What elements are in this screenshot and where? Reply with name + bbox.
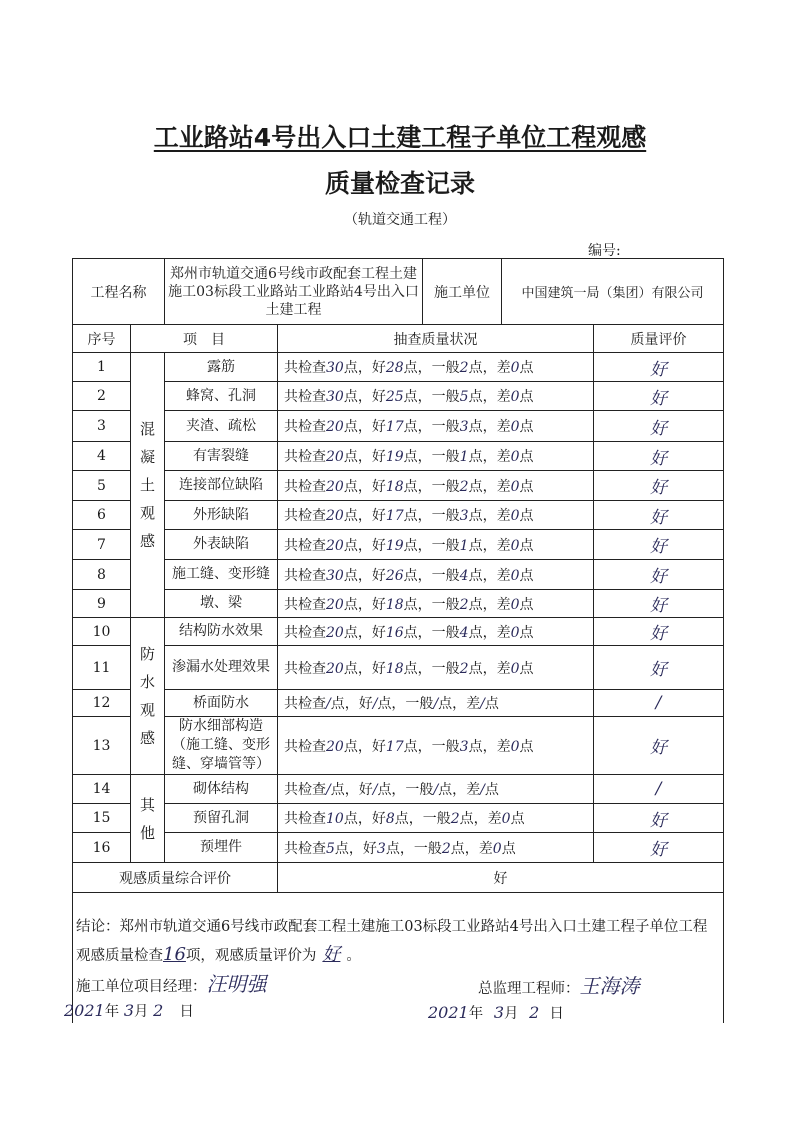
status-label-poor: 点，差 (468, 478, 511, 495)
inspection-status (278, 804, 594, 833)
status-label-end: 点 (519, 360, 534, 376)
table-row (73, 442, 724, 471)
contractor-date-year: 2021 (64, 1001, 105, 1020)
project-name-value: 郑州市轨道交通6号线市政配套工程土建施工03标段工业路站工业路站4号出入口土建工程 (165, 259, 423, 325)
status-label-fair: 点，一般 (403, 567, 460, 584)
status-label-total: 共检查 (284, 567, 326, 584)
contractor-signature-line (76, 968, 267, 997)
status-label-total: 共检查 (284, 508, 326, 524)
count-poor: 0 (510, 660, 520, 677)
table-row (73, 690, 724, 717)
table-row (73, 717, 724, 775)
row-number: 14 (73, 775, 131, 804)
item-name: 连接部位缺陷 (165, 471, 278, 501)
status-label-poor: 点，差 (468, 660, 511, 677)
status-label-good: 点，好 (343, 508, 386, 524)
category-other (131, 775, 165, 863)
eval-mark: 好 (650, 810, 668, 831)
status-label-poor: 点，差 (468, 537, 511, 554)
status-label-good: 点，好 (343, 478, 386, 495)
quality-eval (594, 804, 724, 833)
count-fair: / (433, 782, 439, 798)
row-number: 8 (73, 560, 131, 590)
table-row (73, 775, 724, 804)
count-fair: 1 (459, 537, 469, 554)
page-subtitle: （轨道交通工程） (344, 212, 456, 228)
contractor-signature: 汪明强 (206, 972, 267, 996)
status-label-good: 点，好 (330, 696, 373, 712)
count-good: / (372, 696, 378, 712)
count-total: / (326, 696, 331, 712)
status-label-total: 共检查 (284, 419, 326, 435)
count-poor: / (480, 782, 485, 798)
status-label-poor: 点，差 (468, 508, 511, 524)
conclusion-count: 16 (163, 944, 186, 965)
inspection-status (278, 501, 594, 530)
status-label-fair: 点，一般 (377, 696, 434, 712)
inspection-status (278, 590, 594, 618)
status-label-good: 点，好 (343, 449, 386, 465)
status-label-end: 点 (519, 449, 534, 465)
status-label-end: 点 (519, 567, 534, 584)
table-row (73, 501, 724, 530)
status-label-fair: 点，一般 (403, 624, 460, 641)
status-label-poor: 点，差 (438, 782, 481, 798)
category-label: 防水观感 (139, 645, 155, 747)
row-number: 4 (73, 442, 131, 471)
table-row (73, 804, 724, 833)
count-good: 8 (385, 811, 395, 827)
quality-eval (594, 382, 724, 411)
count-fair: 4 (459, 624, 469, 641)
count-fair: 2 (450, 811, 460, 827)
supervisor-date-month: 3 (493, 1003, 505, 1022)
eval-mark: / (655, 693, 662, 713)
row-number: 9 (73, 590, 131, 618)
supervisor-date-year: 2021 (428, 1003, 469, 1022)
quality-eval (594, 471, 724, 501)
supervisor-label: 总监理工程师： (478, 981, 580, 997)
day-label: 日 (179, 1004, 194, 1020)
status-label-total: 共检查 (284, 811, 326, 827)
column-header-row (73, 325, 724, 353)
inspection-status (278, 442, 594, 471)
item-name: 露筋 (165, 353, 278, 382)
status-label-end: 点 (519, 596, 534, 613)
conclusion (76, 914, 721, 970)
inspection-status (278, 353, 594, 382)
inspection-status (278, 717, 594, 775)
status-label-good: 点，好 (343, 537, 386, 554)
count-good: 17 (385, 419, 404, 435)
status-label-total: 共检查 (284, 389, 326, 405)
status-label-fair: 点，一般 (403, 419, 460, 435)
item-name: 外形缺陷 (165, 501, 278, 530)
count-fair: 5 (459, 389, 469, 405)
count-poor: 0 (510, 596, 520, 613)
quality-eval (594, 717, 724, 775)
status-label-total: 共检查 (284, 696, 326, 712)
quality-eval (594, 353, 724, 382)
status-label-good: 点，好 (334, 840, 377, 857)
row-number: 7 (73, 530, 131, 560)
quality-eval (594, 560, 724, 590)
status-label-total: 共检查 (284, 537, 326, 554)
count-total: 5 (326, 840, 335, 857)
count-fair: 2 (441, 840, 451, 857)
count-poor: 0 (510, 624, 520, 641)
status-label-poor: 点，差 (468, 567, 511, 584)
page-title-line2: 质量检查记录 (324, 169, 475, 198)
eval-mark: 好 (650, 418, 668, 439)
status-label-fair: 点，一般 (403, 478, 460, 495)
status-label-total: 共检查 (284, 840, 326, 857)
status-label-fair: 点，一般 (403, 738, 460, 755)
status-label-total: 共检查 (284, 596, 326, 613)
count-total: 20 (326, 478, 344, 495)
eval-mark: 好 (650, 660, 668, 680)
count-good: 18 (385, 478, 404, 495)
count-good: 18 (385, 660, 404, 677)
col-header-item: 项 目 (131, 325, 278, 353)
count-total: / (326, 782, 331, 798)
status-label-total: 共检查 (284, 449, 326, 465)
construction-unit-label: 施工单位 (423, 259, 502, 325)
status-label-poor: 点，差 (468, 596, 511, 613)
table-row (73, 382, 724, 411)
table-row (73, 530, 724, 560)
year-label: 年 (104, 1004, 120, 1020)
item-name: 外表缺陷 (165, 530, 278, 560)
count-good: / (372, 782, 378, 798)
eval-mark: 好 (650, 624, 668, 644)
status-label-end: 点 (519, 508, 534, 524)
count-total: 20 (326, 537, 344, 554)
status-label-fair: 点，一般 (394, 811, 451, 827)
count-total: 20 (326, 419, 344, 435)
quality-eval (594, 411, 724, 442)
project-info-row (73, 259, 724, 325)
col-header-eval: 质量评价 (594, 325, 724, 353)
count-fair: 2 (459, 660, 469, 677)
item-name: 砌体结构 (165, 775, 278, 804)
inspection-table (72, 258, 724, 1023)
document-number-label: 编号: (588, 243, 621, 259)
status-label-good: 点，好 (343, 360, 386, 376)
table-row (73, 833, 724, 863)
contractor-date-day: 2 (153, 1001, 164, 1020)
count-good: 3 (376, 840, 386, 857)
count-poor: 0 (510, 419, 520, 435)
status-label-good: 点，好 (343, 624, 386, 641)
status-label-total: 共检查 (284, 738, 326, 755)
status-label-poor: 点，差 (450, 840, 493, 857)
status-label-end: 点 (519, 738, 534, 755)
count-poor: / (480, 696, 485, 712)
status-label-poor: 点，差 (468, 738, 511, 755)
count-good: 19 (385, 537, 404, 554)
inspection-status (278, 382, 594, 411)
table-row (73, 353, 724, 382)
overall-label: 观感质量综合评价 (73, 863, 278, 893)
page-title-line1: 工业路站4号出入口土建工程子单位工程观感 (153, 123, 647, 152)
status-label-poor: 点，差 (468, 389, 511, 405)
table-row (73, 411, 724, 442)
status-label-end: 点 (484, 782, 499, 798)
status-label-end: 点 (510, 811, 525, 827)
quality-eval (594, 530, 724, 560)
contractor-date-month: 3 (123, 1001, 135, 1020)
eval-mark: 好 (650, 567, 668, 587)
item-name: 墩、梁 (165, 590, 278, 618)
status-label-poor: 点，差 (468, 449, 511, 465)
status-label-fair: 点，一般 (403, 537, 460, 554)
supervisor-date (428, 1002, 564, 1023)
row-number: 12 (73, 690, 131, 717)
count-fair: 3 (459, 738, 469, 755)
status-label-fair: 点，一般 (385, 840, 442, 857)
quality-eval (594, 590, 724, 618)
status-label-fair: 点，一般 (403, 449, 460, 465)
row-number: 11 (73, 646, 131, 690)
status-label-fair: 点，一般 (403, 508, 460, 524)
status-label-good: 点，好 (343, 567, 386, 584)
inspection-status (278, 411, 594, 442)
count-poor: 0 (510, 449, 520, 465)
item-name: 预埋件 (165, 833, 278, 863)
row-number: 2 (73, 382, 131, 411)
status-label-poor: 点，差 (459, 811, 502, 827)
status-label-end: 点 (519, 389, 534, 405)
contractor-date (64, 1000, 194, 1021)
row-number: 13 (73, 717, 131, 775)
count-poor: 0 (492, 840, 502, 857)
table-row (73, 590, 724, 618)
eval-mark: 好 (650, 359, 668, 380)
status-label-end: 点 (519, 478, 534, 495)
eval-mark: 好 (650, 507, 668, 528)
count-poor: 0 (510, 508, 520, 524)
status-label-good: 点，好 (343, 660, 386, 677)
status-label-good: 点，好 (330, 782, 373, 798)
count-good: 26 (385, 567, 404, 584)
status-label-end: 点 (519, 537, 534, 554)
status-label-total: 共检查 (284, 782, 326, 798)
count-poor: 0 (510, 738, 520, 755)
conclusion-middle: 项，观感质量评价为 (185, 948, 317, 964)
item-name: 防水细部构造（施工缝、变形缝、穿墙管等） (165, 717, 278, 775)
quality-eval (594, 775, 724, 804)
inspection-status (278, 833, 594, 863)
category-label: 其他 (139, 795, 155, 842)
status-label-poor: 点，差 (468, 360, 511, 376)
col-header-no: 序号 (73, 325, 131, 353)
category-concrete (131, 353, 165, 618)
count-total: 20 (326, 508, 344, 524)
overall-row (73, 863, 724, 893)
status-label-end: 点 (519, 624, 534, 641)
count-fair: 3 (459, 508, 469, 524)
row-number: 16 (73, 833, 131, 863)
row-number: 6 (73, 501, 131, 530)
count-fair: 2 (459, 360, 469, 376)
supervisor-signature: 王海涛 (579, 974, 640, 998)
supervisor-signature-line (478, 970, 640, 999)
table-row (73, 618, 724, 646)
count-good: 28 (385, 360, 404, 376)
item-name: 渗漏水处理效果 (165, 646, 278, 690)
count-total: 30 (326, 567, 344, 584)
overall-value: 好 (278, 863, 724, 893)
item-name: 桥面防水 (165, 690, 278, 717)
inspection-status (278, 775, 594, 804)
quality-eval (594, 618, 724, 646)
inspection-status (278, 646, 594, 690)
inspection-status (278, 560, 594, 590)
status-label-end: 点 (519, 419, 534, 435)
quality-eval (594, 833, 724, 863)
count-fair: 2 (459, 478, 469, 495)
inspection-status (278, 530, 594, 560)
status-label-poor: 点，差 (438, 696, 481, 712)
status-label-good: 点，好 (343, 596, 386, 613)
count-good: 16 (385, 624, 404, 641)
quality-eval (594, 690, 724, 717)
year-label: 年 (468, 1006, 484, 1022)
row-number: 5 (73, 471, 131, 501)
status-label-end: 点 (484, 696, 499, 712)
eval-mark: 好 (650, 596, 668, 616)
quality-eval (594, 442, 724, 471)
status-label-total: 共检查 (284, 624, 326, 641)
count-total: 20 (326, 624, 344, 641)
item-name: 有害裂缝 (165, 442, 278, 471)
count-total: 30 (326, 360, 344, 376)
table-row (73, 471, 724, 501)
table-row (73, 560, 724, 590)
count-total: 30 (326, 389, 344, 405)
count-good: 25 (385, 389, 404, 405)
status-label-good: 点，好 (343, 419, 386, 435)
eval-mark: 好 (650, 738, 668, 758)
eval-mark: 好 (650, 388, 668, 409)
status-label-end: 点 (519, 660, 534, 677)
status-label-poor: 点，差 (468, 419, 511, 435)
status-label-end: 点 (501, 840, 516, 857)
count-poor: 0 (510, 567, 520, 584)
quality-eval (594, 646, 724, 690)
row-number: 1 (73, 353, 131, 382)
count-total: 10 (326, 811, 344, 827)
conclusion-prefix: 结论：郑州市轨道交通6号线市政配套工程土建施工03标段工业路站4号出入口土建工程子单位工程观感质量检查 (76, 919, 708, 964)
count-total: 20 (326, 660, 344, 677)
category-waterproof (131, 618, 165, 775)
conclusion-suffix: 。 (346, 948, 361, 964)
table-row (73, 646, 724, 690)
status-label-fair: 点，一般 (403, 360, 460, 376)
count-poor: 0 (510, 478, 520, 495)
count-fair: / (433, 696, 439, 712)
status-label-good: 点，好 (343, 389, 386, 405)
inspection-status (278, 618, 594, 646)
item-name: 结构防水效果 (165, 618, 278, 646)
count-fair: 2 (459, 596, 469, 613)
item-name: 蜂窝、孔洞 (165, 382, 278, 411)
status-label-total: 共检查 (284, 360, 326, 376)
status-label-total: 共检查 (284, 660, 326, 677)
item-name: 夹渣、疏松 (165, 411, 278, 442)
item-name: 施工缝、变形缝 (165, 560, 278, 590)
count-good: 17 (385, 738, 404, 755)
eval-mark: 好 (650, 537, 668, 557)
status-label-fair: 点，一般 (403, 389, 460, 405)
row-number: 3 (73, 411, 131, 442)
eval-mark: / (655, 779, 662, 799)
count-poor: 0 (510, 389, 520, 405)
quality-eval (594, 501, 724, 530)
month-label: 月 (134, 1004, 149, 1020)
eval-mark: 好 (650, 840, 668, 860)
contractor-label: 施工单位项目经理： (76, 979, 207, 995)
month-label: 月 (504, 1006, 519, 1022)
status-label-total: 共检查 (284, 478, 326, 495)
inspection-status (278, 690, 594, 717)
conclusion-result: 好 (322, 944, 341, 965)
category-label: 混凝土观感 (139, 420, 155, 550)
count-fair: 3 (459, 419, 469, 435)
item-name: 预留孔洞 (165, 804, 278, 833)
row-number: 10 (73, 618, 131, 646)
status-label-fair: 点，一般 (403, 660, 460, 677)
row-number: 15 (73, 804, 131, 833)
supervisor-date-day: 2 (529, 1003, 540, 1022)
count-poor: 0 (501, 811, 511, 827)
count-good: 17 (385, 508, 404, 524)
count-good: 19 (385, 449, 404, 465)
status-label-good: 点，好 (343, 811, 386, 827)
count-poor: 0 (510, 537, 520, 554)
eval-mark: 好 (650, 448, 668, 469)
count-good: 18 (385, 596, 404, 613)
project-name-label: 工程名称 (73, 259, 165, 325)
status-label-good: 点，好 (343, 738, 386, 755)
eval-mark: 好 (650, 478, 668, 498)
status-label-fair: 点，一般 (377, 782, 434, 798)
count-total: 20 (326, 449, 344, 465)
count-total: 20 (326, 738, 344, 755)
col-header-status: 抽查质量状况 (278, 325, 594, 353)
day-label: 日 (549, 1006, 564, 1022)
status-label-fair: 点，一般 (403, 596, 460, 613)
status-label-poor: 点，差 (468, 624, 511, 641)
count-fair: 1 (459, 449, 469, 465)
count-poor: 0 (510, 360, 520, 376)
inspection-status (278, 471, 594, 501)
count-fair: 4 (459, 567, 469, 584)
count-total: 20 (326, 596, 344, 613)
construction-unit-value: 中国建筑一局（集团）有限公司 (502, 259, 724, 325)
